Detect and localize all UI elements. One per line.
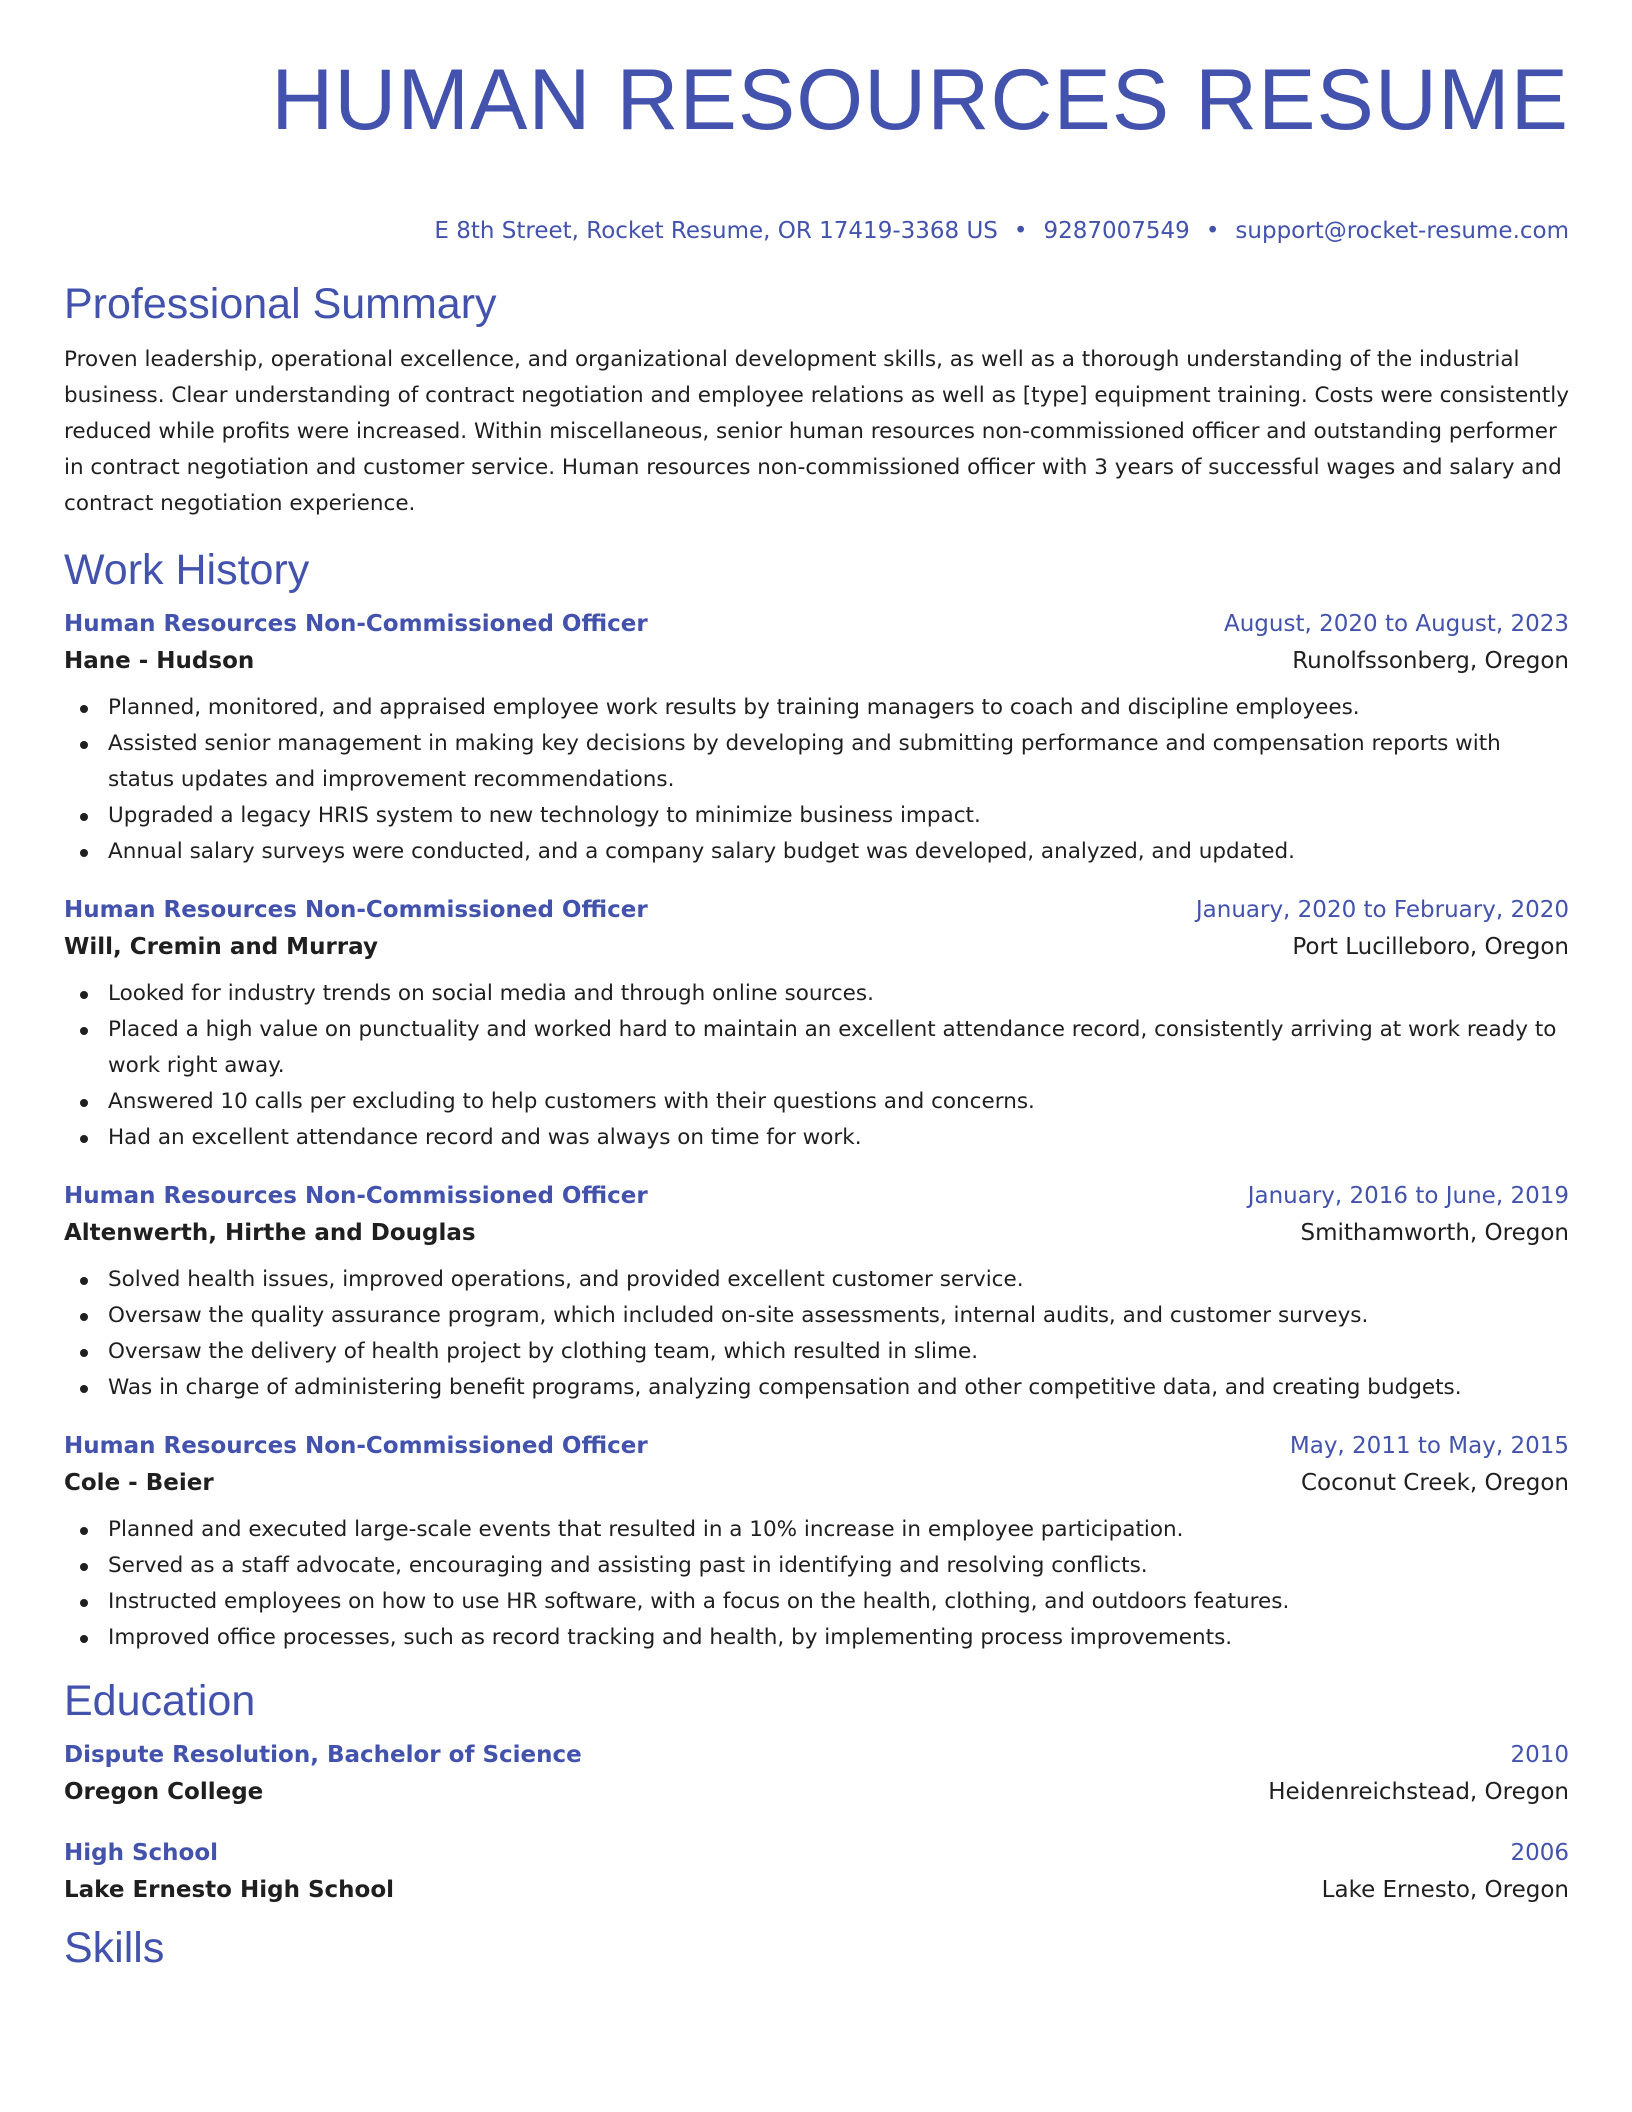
job-title-row <box>64 1178 1569 1214</box>
job-bullet: Annual salary surveys were conducted, and a company salary budget was developed, analyzed, and updated. <box>108 834 1569 870</box>
job-bullet: Planned, monitored, and appraised employee work results by training managers to coach and discipline employees. <box>108 690 1569 726</box>
education-heading: Education <box>64 1677 256 1725</box>
job-bullet: Looked for industry trends on social media and through online sources. <box>108 976 1569 1012</box>
job-bullets <box>64 690 1569 870</box>
job-bullets <box>64 976 1569 1156</box>
degree-row <box>64 1737 1569 1773</box>
job-entry <box>64 606 1569 870</box>
job-title: Human Resources Non-Commissioned Officer <box>64 1433 648 1459</box>
job-company-row <box>64 1464 1569 1502</box>
job-bullet: Solved health issues, improved operations, and provided excellent customer service. <box>108 1262 1569 1298</box>
graduation-year: 2010 <box>1510 1742 1569 1768</box>
school-location: Heidenreichstead, Oregon <box>1268 1779 1569 1805</box>
school-name: Oregon College <box>64 1779 264 1805</box>
job-company: Cole - Beier <box>64 1470 214 1496</box>
job-title-row <box>64 1428 1569 1464</box>
work-history-heading: Work History <box>64 546 310 594</box>
resume-name: HUMAN RESOURCES RESUME <box>271 52 1569 148</box>
job-title: Human Resources Non-Commissioned Officer <box>64 1183 648 1209</box>
job-entry <box>64 892 1569 1156</box>
job-company: Will, Cremin and Murray <box>64 934 378 960</box>
job-bullet: Answered 10 calls per excluding to help customers with their questions and concerns. <box>108 1084 1569 1120</box>
contact-email: support@rocket-resume.com <box>1235 218 1569 244</box>
resume-header <box>64 0 1569 246</box>
degree-name: High School <box>64 1840 219 1866</box>
contact-address: E 8th Street, Rocket Resume, OR 17419-3368 US <box>434 218 998 244</box>
contact-phone: 9287007549 <box>1043 218 1190 244</box>
job-location: Smithamworth, Oregon <box>1300 1220 1569 1246</box>
job-bullet: Instructed employees on how to use HR software, with a focus on the health, clothing, and outdoors features. <box>108 1584 1569 1620</box>
job-company-row <box>64 642 1569 680</box>
job-bullet: Improved office processes, such as record tracking and health, by implementing process improvements. <box>108 1620 1569 1656</box>
job-dates: January, 2016 to June, 2019 <box>1247 1183 1569 1209</box>
job-bullet: Assisted senior management in making key decisions by developing and submitting performance and compensation reports with status updates and improvement recommendations. <box>108 726 1569 798</box>
job-title: Human Resources Non-Commissioned Officer <box>64 611 648 637</box>
job-entry <box>64 1178 1569 1406</box>
contact-separator: • <box>1013 218 1028 244</box>
job-entry <box>64 1428 1569 1656</box>
school-name: Lake Ernesto High School <box>64 1877 395 1903</box>
job-title: Human Resources Non-Commissioned Officer <box>64 897 648 923</box>
education-entry <box>64 1737 1569 1811</box>
job-bullet: Upgraded a legacy HRIS system to new technology to minimize business impact. <box>108 798 1569 834</box>
skills-heading: Skills <box>64 1924 165 1972</box>
education-entry <box>64 1835 1569 1909</box>
job-bullet: Oversaw the delivery of health project by clothing team, which resulted in slime. <box>108 1334 1569 1370</box>
job-title-row <box>64 606 1569 642</box>
job-bullet: Was in charge of administering benefit programs, analyzing compensation and other competitive data, and creating budgets. <box>108 1370 1569 1406</box>
degree-row <box>64 1835 1569 1871</box>
job-bullets <box>64 1512 1569 1656</box>
job-bullet: Planned and executed large-scale events that resulted in a 10% increase in employee participation. <box>108 1512 1569 1548</box>
job-company-row <box>64 928 1569 966</box>
job-title-row <box>64 892 1569 928</box>
job-company: Hane - Hudson <box>64 648 255 674</box>
summary-heading: Professional Summary <box>64 280 497 328</box>
graduation-year: 2006 <box>1510 1840 1569 1866</box>
job-company: Altenwerth, Hirthe and Douglas <box>64 1220 476 1246</box>
job-company-row <box>64 1214 1569 1252</box>
job-bullet: Oversaw the quality assurance program, which included on-site assessments, internal audits, and customer surveys. <box>108 1298 1569 1334</box>
contact-separator: • <box>1205 218 1220 244</box>
job-location: Runolfssonberg, Oregon <box>1292 648 1569 674</box>
job-dates: May, 2011 to May, 2015 <box>1289 1433 1569 1459</box>
job-bullets <box>64 1262 1569 1406</box>
school-row <box>64 1773 1569 1811</box>
job-bullet: Placed a high value on punctuality and worked hard to maintain an excellent attendance record, consistently arriving at work ready to work right away. <box>108 1012 1569 1084</box>
job-dates: January, 2020 to February, 2020 <box>1195 897 1569 923</box>
job-bullet: Served as a staff advocate, encouraging and assisting past in identifying and resolving conflicts. <box>108 1548 1569 1584</box>
job-bullet: Had an excellent attendance record and was always on time for work. <box>108 1120 1569 1156</box>
school-row <box>64 1871 1569 1909</box>
contact-line <box>64 216 1569 246</box>
job-location: Coconut Creek, Oregon <box>1300 1470 1569 1496</box>
summary-text: Proven leadership, operational excellence, and organizational development skills, as well as a thorough understanding of the industrial business. Clear understanding of contract negotiation and employee relations as well as [type] equipment training. Costs were consistently reduced while profits were increased. Within miscellaneous, senior human resources non-commissioned officer and outstanding performer in contract negotiation and customer service. Human resources non-commissioned officer with 3 years of successful wages and salary and contract negotiation experience. <box>64 347 1569 516</box>
job-dates: August, 2020 to August, 2023 <box>1224 611 1569 637</box>
school-location: Lake Ernesto, Oregon <box>1321 1877 1569 1903</box>
job-location: Port Lucilleboro, Oregon <box>1292 934 1569 960</box>
degree-name: Dispute Resolution, Bachelor of Science <box>64 1742 582 1768</box>
